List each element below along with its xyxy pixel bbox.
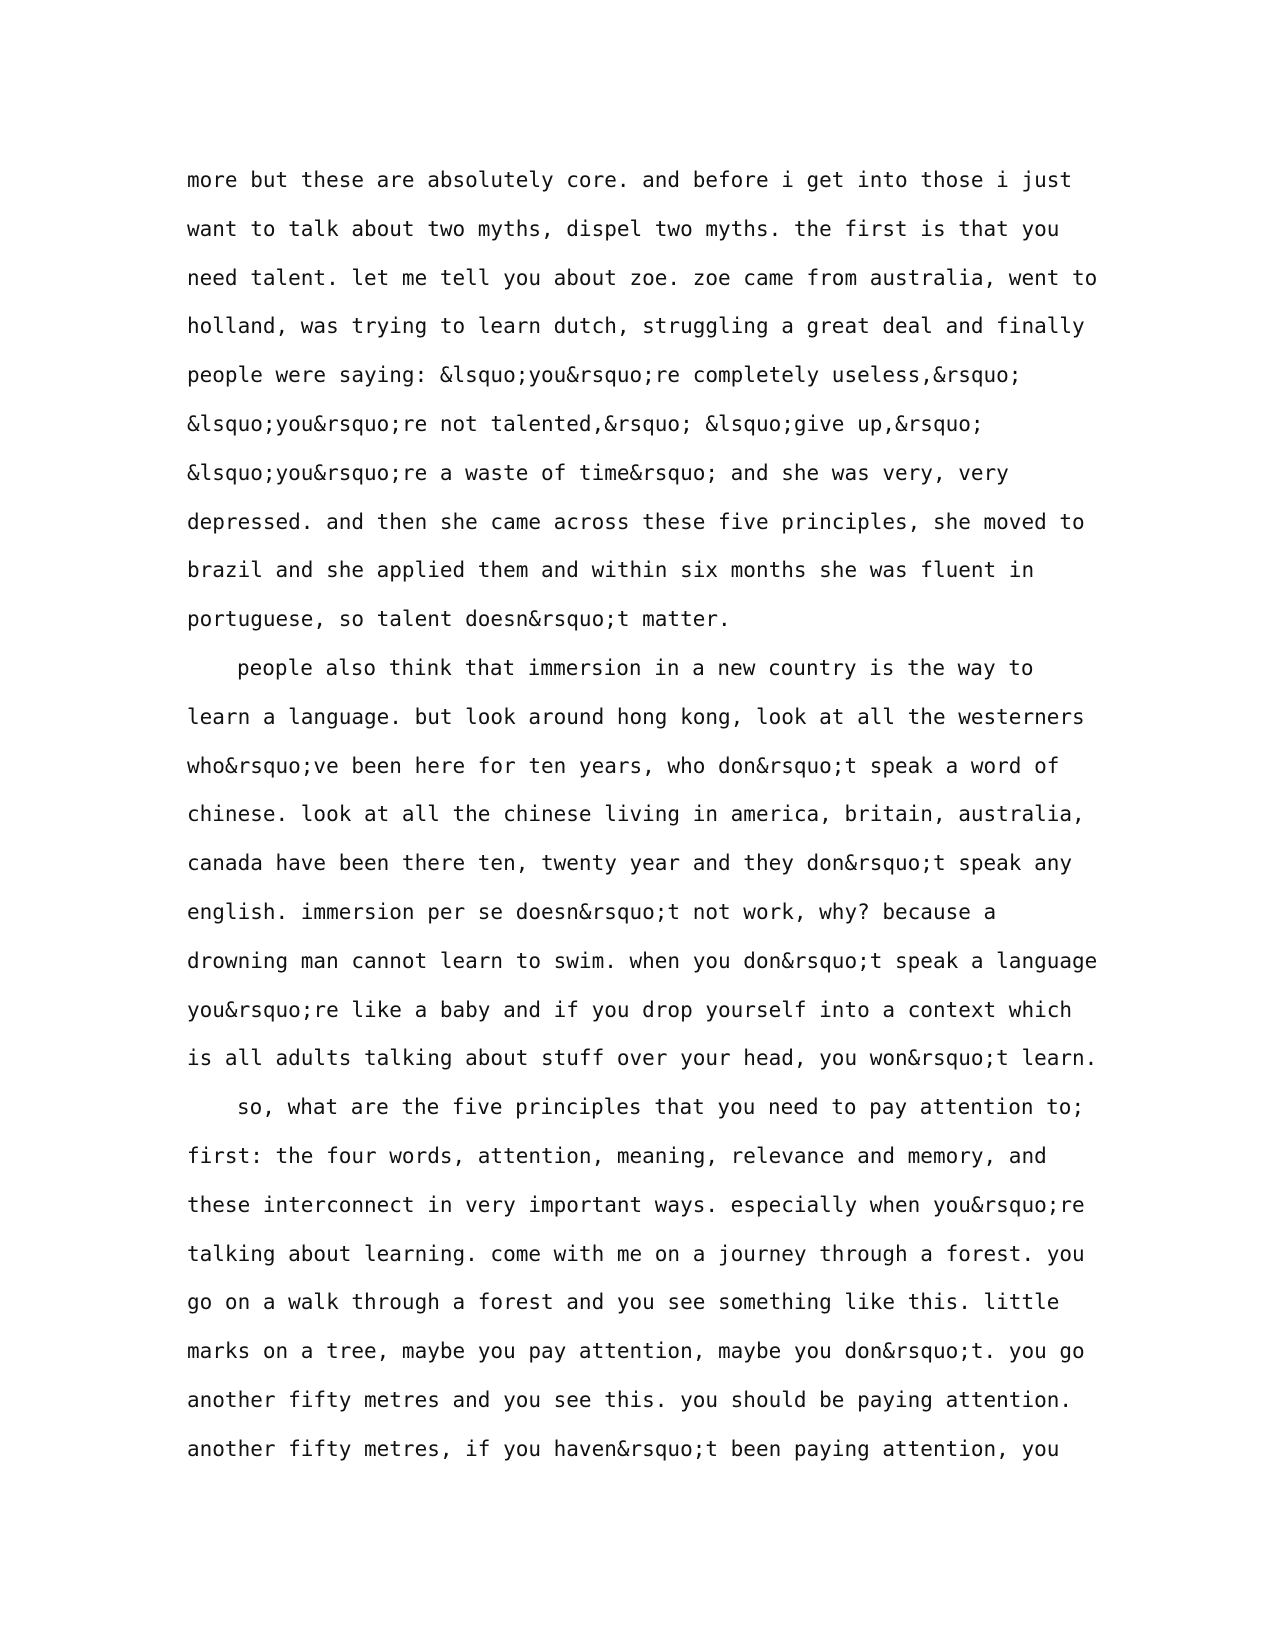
text-line: another fifty metres, if you haven&rsquo;t been paying attention, you bbox=[187, 1436, 1060, 1461]
text-line: canada have been there ten, twenty year and they don&rsquo;t speak any bbox=[187, 851, 1073, 876]
text-line: chinese. look at all the chinese living in america, britain, australia, bbox=[187, 802, 1085, 827]
text-line: more but these are absolutely core. and before i get into those i just bbox=[187, 168, 1073, 192]
body-text bbox=[187, 156, 1107, 1474]
text-line: brazil and she applied them and within six months she was fluent in bbox=[187, 558, 1035, 583]
text-line: need talent. let me tell you about zoe. zoe came from australia, went to bbox=[187, 265, 1098, 290]
text-line: portuguese, so talent doesn&rsquo;t matter. bbox=[187, 607, 731, 632]
text-line: marks on a tree, maybe you pay attention, maybe you don&rsquo;t. you go bbox=[187, 1339, 1085, 1364]
text-line: go on a walk through a forest and you see something like this. little bbox=[187, 1290, 1060, 1315]
text-line: who&rsquo;ve been here for ten years, who don&rsquo;t speak a word of bbox=[187, 753, 1060, 778]
text-line: &lsquo;you&rsquo;re not talented,&rsquo; &lsquo;give up,&rsquo; bbox=[187, 411, 984, 436]
text-line: talking about learning. come with me on a journey through a forest. you bbox=[187, 1241, 1085, 1266]
text-line: english. immersion per se doesn&rsquo;t not work, why? because a bbox=[187, 899, 997, 924]
text-line: first: the four words, attention, meaning, relevance and memory, and bbox=[187, 1143, 1047, 1168]
text-line: you&rsquo;re like a baby and if you drop yourself into a context which bbox=[187, 997, 1073, 1022]
text-line: holland, was trying to learn dutch, struggling a great deal and finally bbox=[187, 314, 1085, 339]
text-line: learn a language. but look around hong kong, look at all the westerners bbox=[187, 704, 1085, 729]
paragraph-first-line: people also think that immersion in a new country is the way to bbox=[237, 655, 1034, 680]
text-line: depressed. and then she came across these five principles, she moved to bbox=[187, 509, 1085, 534]
text-line: another fifty metres and you see this. you should be paying attention. bbox=[187, 1387, 1073, 1412]
text-line: &lsquo;you&rsquo;re a waste of time&rsquo; and she was very, very bbox=[187, 460, 1009, 485]
text-line: these interconnect in very important ways. especially when you&rsquo;re bbox=[187, 1192, 1085, 1217]
text-line: want to talk about two myths, dispel two myths. the first is that you bbox=[187, 216, 1060, 241]
text-line: is all adults talking about stuff over your head, you won&rsquo;t learn. bbox=[187, 1046, 1098, 1071]
text-line: drowning man cannot learn to swim. when you don&rsquo;t speak a language bbox=[187, 948, 1098, 973]
paragraph-first-line: so, what are the five principles that you need to pay attention to; bbox=[237, 1095, 1085, 1120]
text-line: people were saying: &lsquo;you&rsquo;re completely useless,&rsquo; bbox=[187, 363, 1022, 388]
